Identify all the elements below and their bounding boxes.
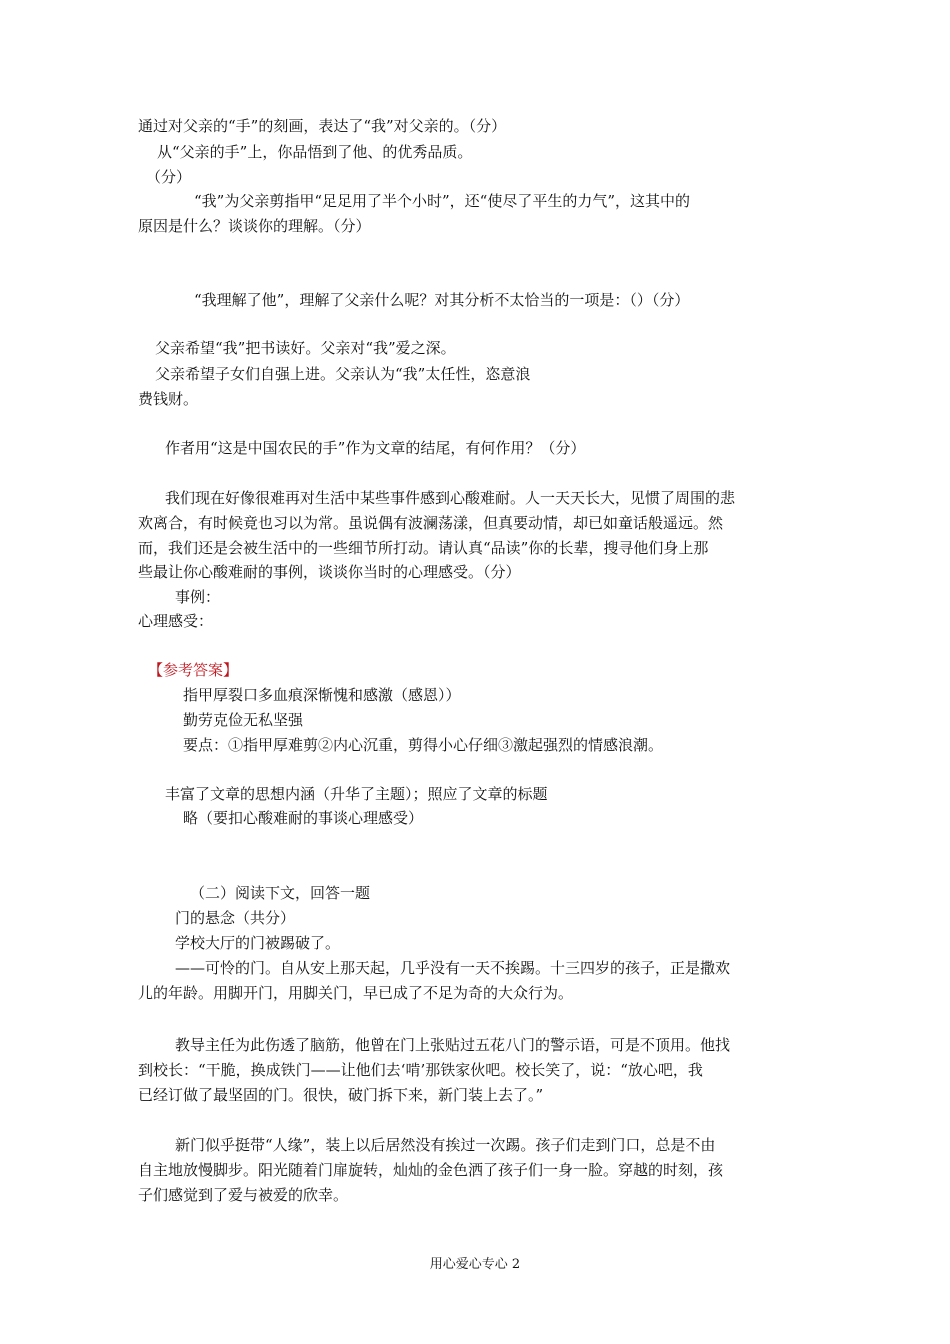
answer-heading: 【参考答案】 [148,661,239,679]
page-footer: 用心爱心专心 2 [429,1257,521,1272]
article-line: 到校长：“干脆，换成铁门——让他们去‘啃’那铁家伙吧。校长笑了，说：“放心吧，我 [138,1061,703,1079]
paragraph-line: 欢离合，有时候竟也习以为常。虽说偶有波澜荡漾，但真要动情，却已如童话般遥远。然 [138,514,724,532]
answer-line: 要点：①指甲厚难剪②内心沉重，剪得小心仔细③激起强烈的情感浪潮。 [183,736,664,754]
article-line: 已经订做了最坚固的门。很快，破门拆下来，新门装上去了。” [138,1086,544,1104]
paragraph-line: 我们现在好像很难再对生活中某些事件感到心酸难耐。人一天天长大，见惯了周围的悲 [165,489,736,507]
section-heading: （二）阅读下文，回答一题 [190,884,371,902]
article-line: 学校大厅的门被踢破了。 [175,934,341,952]
paragraph-line: 事例： [175,588,221,606]
question-line: “我理解了他”，理解了父亲什么呢？对其分析不太恰当的一项是：（）（分） [194,291,690,309]
question-line: 从“父亲的手”上，你品悟到了他、的优秀品质。 [157,143,473,161]
option-line: 父亲希望“我”把书读好。父亲对“我”爱之深。 [155,339,456,357]
question-line: 作者用“这是中国农民的手”作为文章的结尾，有何作用？（分） [165,439,586,457]
answer-line: 略（要扣心酸难耐的事谈心理感受） [183,809,424,827]
question-line: （分） [146,168,192,186]
option-line: 父亲希望子女们自强上进。父亲认为“我”太任性，恣意浪 [155,365,531,383]
option-line: 费钱财。 [138,390,199,408]
article-line: 儿的年龄。用脚开门，用脚关门，早已成了不足为奇的大众行为。 [138,984,574,1002]
question-line: 原因是什么？谈谈你的理解。（分） [138,217,371,235]
article-line: 自主地放慢脚步。阳光随着门扉旋转，灿灿的金色洒了孩子们一身一脸。穿越的时刻，孩 [138,1161,724,1179]
article-title: 门的悬念（共分） [175,909,296,927]
paragraph-line: 心理感受： [138,612,214,630]
paragraph-line: 而，我们还是会被生活中的一些细节所打动。请认真“品读”你的长辈，搜寻他们身上那 [138,539,709,557]
question-line: “我”为父亲剪指甲“足足用了半个小时”，还“使尽了平生的力气”，这其中的 [194,192,691,210]
answer-line: 指甲厚裂口多血痕深惭愧和感激（感恩）） [183,686,461,704]
article-line: 子们感觉到了爱与被爱的欣幸。 [138,1186,349,1204]
article-line: ——可怜的门。自从安上那天起，几乎没有一天不挨踢。十三四岁的孩子，正是撒欢 [175,959,731,977]
answer-line: 勤劳克俭无私坚强 [183,711,304,729]
question-line: 通过对父亲的“手”的刻画，表达了“我”对父亲的。（分） [138,117,507,135]
answer-line: 丰富了文章的思想内涵（升华了主题）；照应了文章的标题 [165,785,548,803]
article-line: 教导主任为此伤透了脑筋，他曾在门上张贴过五花八门的警示语，可是不顶用。他找 [175,1036,731,1054]
article-line: 新门似乎挺带“人缘”，装上以后居然没有挨过一次踢。孩子们走到门口，总是不由 [175,1136,716,1154]
paragraph-line: 些最让你心酸难耐的事例，谈谈你当时的心理感受。（分） [138,563,521,581]
